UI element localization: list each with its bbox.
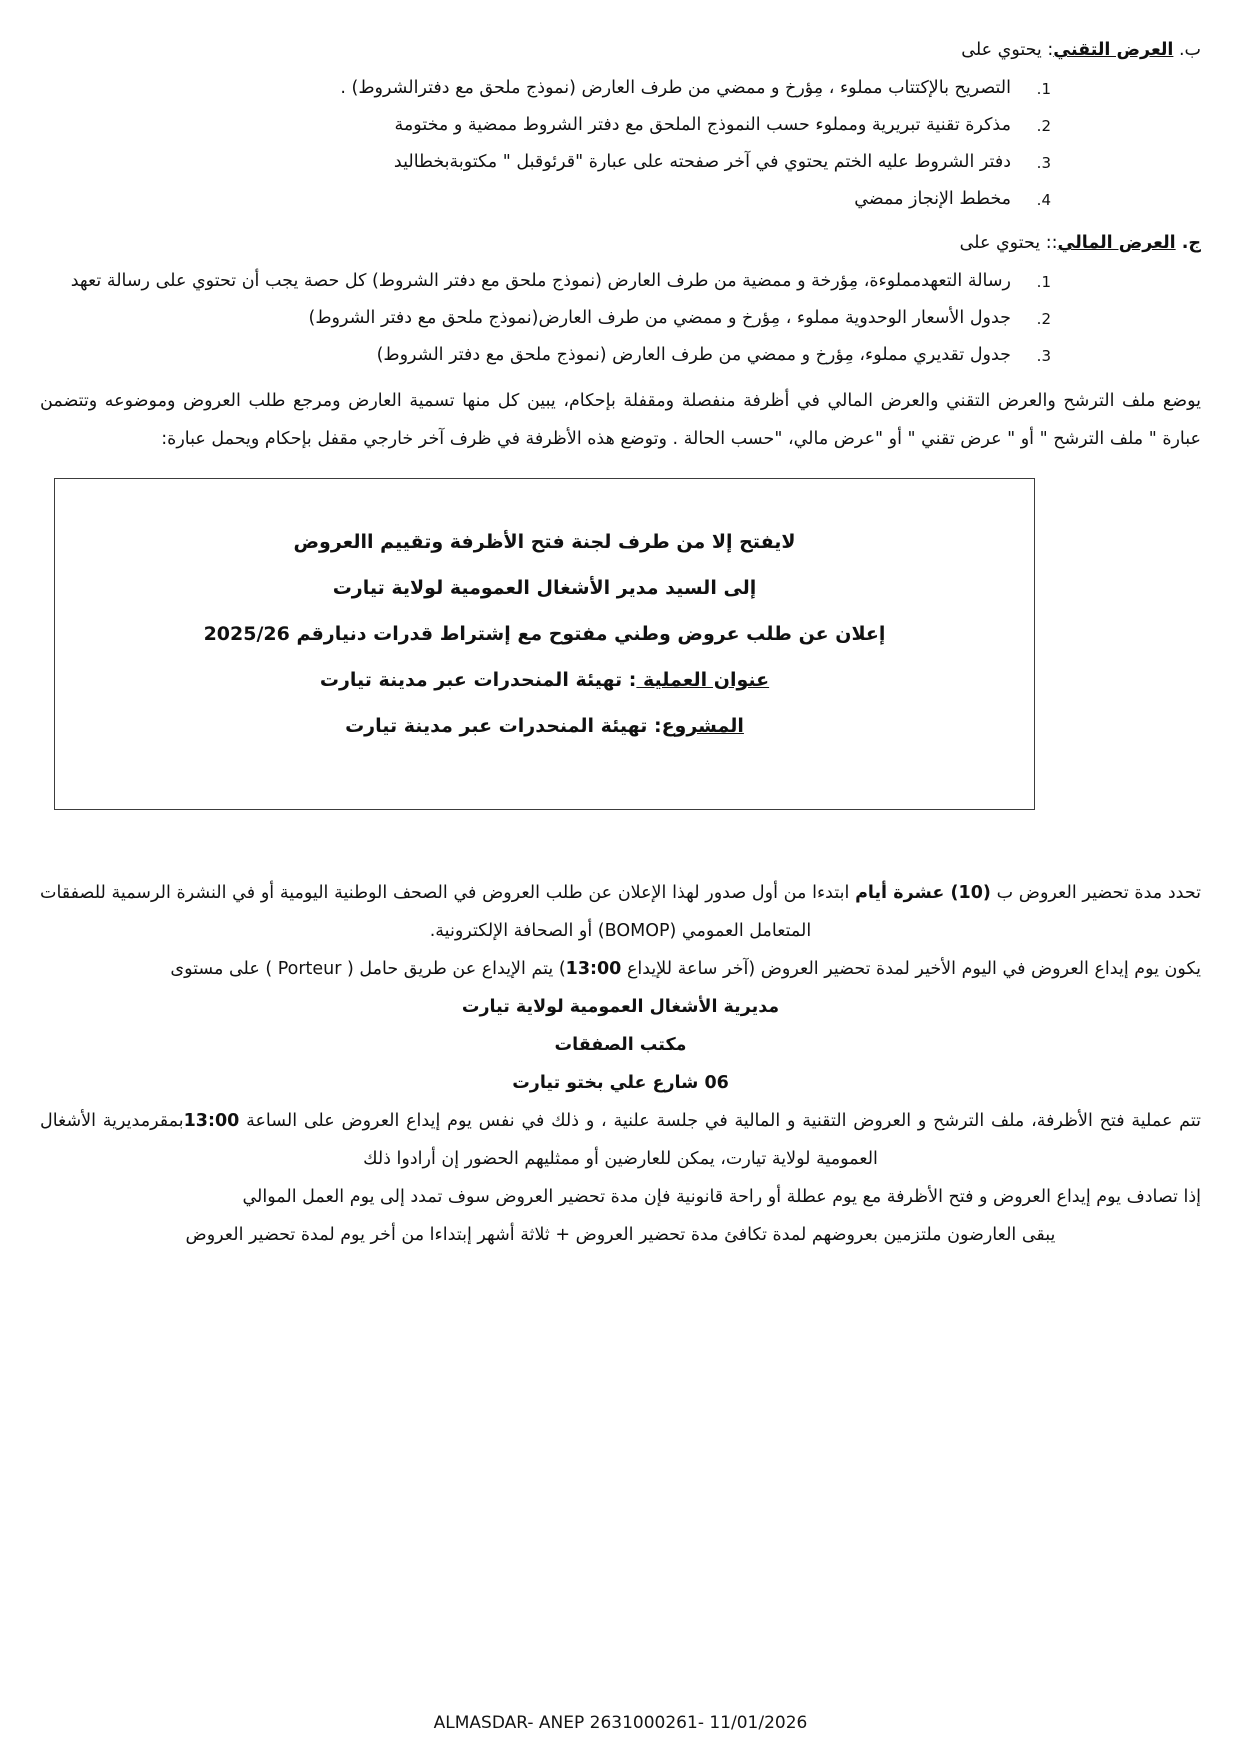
deposit-day-paragraph <box>40 950 1201 988</box>
notice-line-operation-title <box>79 657 1010 703</box>
project-value: : تهيئة المنحدرات عبر مدينة تيارت <box>345 715 662 737</box>
notice-line-addressee: إلى السيد مدير الأشغال العمومية لولاية تيارت <box>332 577 757 599</box>
duration-value: (10) عشرة أيام <box>855 883 991 903</box>
text-segment: ) يتم الإيداع عن طريق حامل ( Porteur ) على مستوى <box>170 959 566 979</box>
opening-session-paragraph <box>40 1102 1201 1178</box>
technical-offer-heading <box>40 30 1201 70</box>
opening-time: 13:00 <box>183 1111 240 1131</box>
text-segment: تحدد مدة تحضير العروض ب <box>990 883 1201 903</box>
text-segment: تتم عملية فتح الأظرفة، ملف الترشح و العروض التقنية و المالية في جلسة علنية ، و ذلك في نفس يوم إيداع العروض على الساعة <box>239 1111 1201 1131</box>
address-block <box>40 988 1201 1102</box>
holiday-extension-paragraph: إذا تصادف يوم إيداع العروض و فتح الأظرفة مع يوم عطلة أو راحة قانونية فإن مدة تحضير العروض سوف تمدد إلى يوم العمل الموالي <box>242 1187 1201 1207</box>
heading-suffix: : يحتوي على <box>961 40 1054 60</box>
list-item: دفتر الشروط عليه الختم يحتوي في آخر صفحته على عبارة "قرئوقبل " مكتوبةبخطاليد <box>393 152 1011 172</box>
list-item: التصريح بالإكتتاب مملوء ، مِؤرخ و ممضي من طرف العارض (نموذج ملحق مع دفترالشروط) . <box>340 78 1011 98</box>
text-segment: ابتدءا من أول صدور لهذا الإعلان عن طلب العروض في الصحف الوطنية اليومية أو في النشرة الرسمية للصفقات المتعامل العمومي (BOMOP) أو الصحافة الإلكترونية. <box>40 883 856 941</box>
notice-line-tender-number: إعلان عن طلب عروض وطني مفتوح مع إشتراط قدرات دنيارقم 2025/26 <box>203 623 886 645</box>
offer-validity-paragraph: يبقى العارضون ملتزمين بعروضهم لمدة تكافئ مدة تحضير العروض + ثلاثة أشهر إبتداءا من أخر يوم لمدة تحضير العروض <box>185 1225 1056 1245</box>
technical-offer-list <box>40 70 1201 218</box>
envelope-instructions-paragraph: يوضع ملف الترشح والعرض التقني والعرض المالي في أظرفة منفصلة ومقفلة بإحكام، يبين كل منها تسمية العارض ومرجع طلب العروض وموضوعه وتتضمن عبارة " ملف الترشح " أو " عرض تقني " أو "عرض مالي، "حسب الحالة . وتوضع هذه الأظرفة في ظرف آخر خارجي مقفل بإحكام ويحمل عبارة: <box>40 391 1201 449</box>
notice-line-project <box>79 703 1010 749</box>
preparation-duration-paragraph <box>40 874 1201 950</box>
list-item: جدول تقديري مملوء، مِؤرخ و ممضي من طرف العارض (نموذج ملحق مع دفتر الشروط) <box>376 345 1011 365</box>
heading-title: العرض التقني <box>1053 40 1174 60</box>
list-item: جدول الأسعار الوحدوية مملوء ، مِؤرخ و ممضي من طرف العارض(نموذج ملحق مع دفتر الشروط) <box>308 308 1011 328</box>
list-item: مخطط الإنجاز ممضي <box>854 189 1011 209</box>
heading-title: العرض المالي <box>1057 233 1176 253</box>
address-street: 06 شارع علي بختو تيارت <box>512 1073 729 1093</box>
envelope-notice-box <box>54 478 1035 810</box>
operation-label: عنوان العملية <box>636 669 770 691</box>
deposit-time: 13:00 <box>565 959 622 979</box>
heading-suffix: :: يحتوي على <box>959 233 1058 253</box>
financial-offer-list <box>40 263 1201 374</box>
heading-prefix: ج. <box>1175 233 1201 253</box>
address-office: مكتب الصفقات <box>554 1035 687 1055</box>
operation-value: : تهيئة المنحدرات عبر مدينة تيارت <box>319 669 637 691</box>
address-directorate: مديرية الأشغال العمومية لولاية تيارت <box>461 997 780 1017</box>
text-segment: يكون يوم إيداع العروض في اليوم الأخير لمدة تحضير العروض (آخر ساعة للإيداع <box>621 959 1201 979</box>
text-segment: بمقرمديرية الأشغال العمومية لولاية تيارت، يمكن للعارضين أو ممثليهم الحضور إن أرادوا ذلك <box>40 1111 878 1169</box>
footer-anep-reference: ALMASDAR- ANEP 2631000261- 11/01/2026 <box>433 1713 808 1733</box>
list-item: مذكرة تقنية تبريرية ومملوء حسب النموذج الملحق مع دفتر الشروط ممضية و مختومة <box>394 115 1011 135</box>
project-label: المشروع <box>661 715 744 737</box>
financial-offer-heading <box>40 223 1201 263</box>
notice-line-do-not-open: لايفتح إلا من طرف لجنة فتح الأظرفة وتقييم االعروض <box>293 531 796 553</box>
list-item: رسالة التعهدمملوءة، مِؤرخة و ممضية من طرف العارض (نموذج ملحق مع دفتر الشروط) كل حصة يجب أن تحتوي على رسالة تعهد <box>70 271 1011 291</box>
heading-prefix: ب. <box>1173 40 1201 60</box>
